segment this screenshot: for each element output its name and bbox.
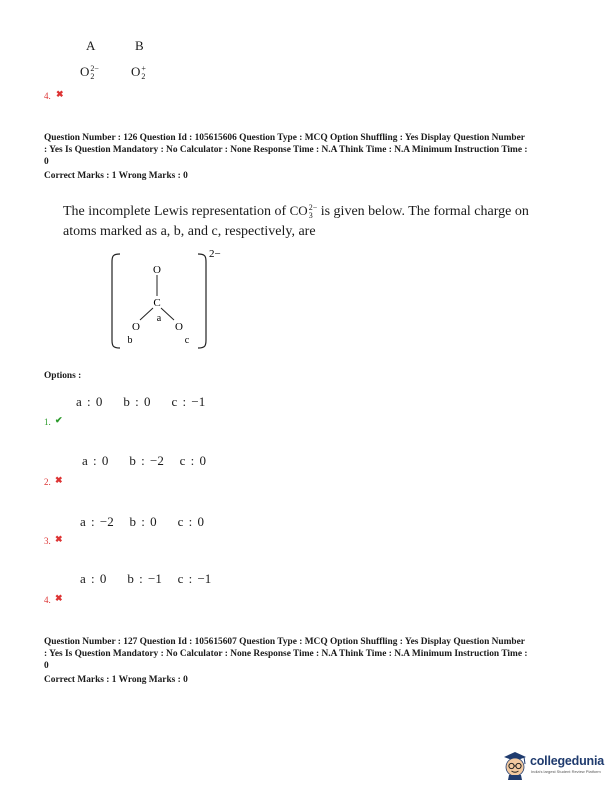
option-1-number: 1. [44, 417, 51, 427]
mascot-icon [500, 748, 530, 780]
options-label: Options : [44, 371, 82, 381]
column-a-heading: A [86, 38, 96, 53]
bond-left [140, 308, 153, 320]
lewis-structure-diagram [100, 244, 250, 359]
left-bracket [112, 254, 120, 348]
ion-charge: 2− [209, 248, 221, 260]
option-2-text: a : 0 b : −2 c : 0 [82, 453, 206, 468]
option-3-number: 3. [44, 536, 51, 546]
correct-check-icon: ✔ [55, 415, 63, 425]
brand-name: collegedunia [530, 754, 605, 768]
question-126-marks: Correct Marks : 1 Wrong Marks : 0 [44, 171, 188, 181]
wrong-icon: ✖ [55, 593, 63, 603]
wrong-icon: ✖ [56, 89, 64, 99]
bond-right [161, 308, 174, 320]
ion-b: O + 2 [131, 64, 146, 82]
option-3-text: a : −2 b : 0 c : 0 [80, 514, 204, 529]
option-2-number: 2. [44, 477, 51, 487]
brand-tagline: India's largest Student Review Platform [531, 769, 601, 774]
option-4-number: 4. [44, 595, 51, 605]
question-127-header: Question Number : 127 Question Id : 105615607 Question Type : MCQ Option Shuffling : Yes Display Question Number : Yes Is Question Mandatory : No Calculator : None Response Time : N.A Think Time : N.A Minimum Instruction Time : 0 [44, 637, 528, 671]
atom-left: O [132, 321, 140, 333]
question-127-marks: Correct Marks : 1 Wrong Marks : 0 [44, 675, 188, 685]
label-a: a [156, 313, 162, 324]
column-b-heading: B [135, 38, 144, 53]
right-bracket [198, 254, 206, 348]
carbonate-ion: CO 2− 3 [289, 203, 318, 221]
option-4-text: a : 0 b : −1 c : −1 [80, 571, 212, 586]
option-1-text: a : 0 b : 0 c : −1 [76, 394, 206, 409]
question-126-header: Question Number : 126 Question Id : 105615606 Question Type : MCQ Option Shuffling : Yes Display Question Number : Yes Is Question Mandatory : No Calculator : None Response Time : N.A Think Time : N.A Minimum Instruction Time : 0 [44, 133, 528, 167]
label-c: c [184, 335, 190, 346]
collegedunia-logo [500, 748, 608, 782]
atom-right: O [175, 321, 183, 333]
wrong-icon: ✖ [55, 475, 63, 485]
label-b: b [127, 335, 133, 346]
prev-option-4-number: 4. [44, 91, 51, 101]
atom-center: C [153, 297, 161, 309]
question-126-stem: The incomplete Lewis representation of CO 2− 3 is given below. The formal charge on atoms marked as a, b, and c, respectively, are [63, 203, 529, 239]
atom-top: O [153, 264, 161, 276]
wrong-icon: ✖ [55, 534, 63, 544]
ion-a: O 2− 2 [80, 64, 99, 82]
